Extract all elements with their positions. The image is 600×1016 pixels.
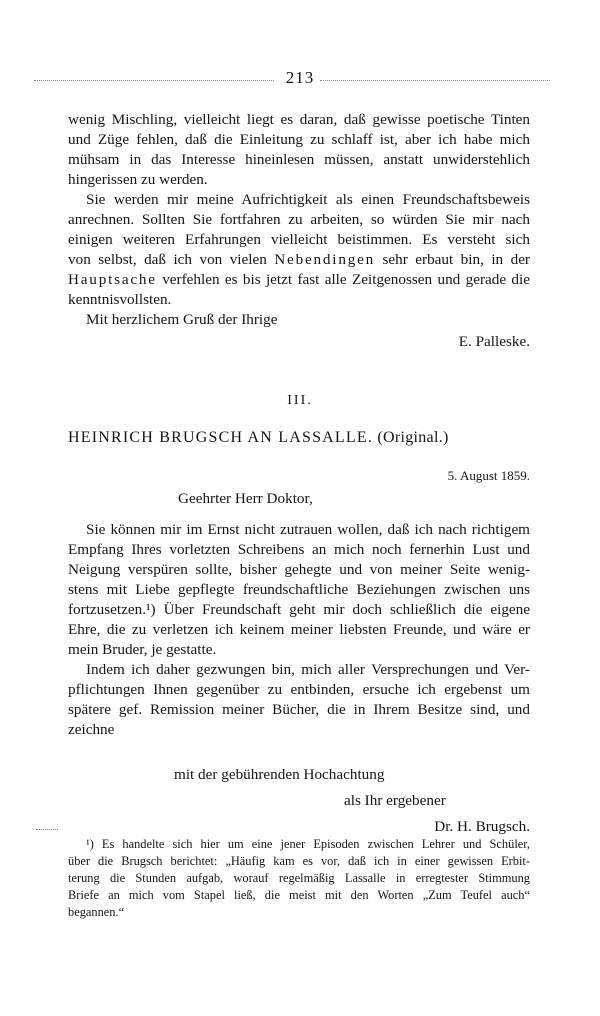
text-line: anrechnen. Sollten Sie fortfahren zu arbeiten, so würden Sie mir nach	[68, 211, 530, 228]
footnote-line: Briefe an mich vom Stapel ließ, die meist mit den Worten „Zum Teufel auch“	[68, 888, 530, 902]
header-dotted-rule-right	[320, 80, 550, 81]
section-number: III.	[287, 393, 313, 408]
text-segment: sehr erbaut bin, in der	[375, 251, 530, 268]
spaced-emphasis: Hauptsache	[68, 271, 157, 288]
signature-brugsch: Dr. H. Brugsch.	[434, 818, 530, 835]
text-segment: verfehlen es bis jetzt fast alle Zeitgenossen und gerade die	[156, 271, 530, 288]
text-line	[68, 250, 530, 270]
text-line: Empfang Ihres vorletzten Schreibens an mich noch fernerhin Lust und	[68, 541, 530, 558]
text-line: wenig Mischling, vielleicht liegt es daran, daß gewisse poetische Tinten	[68, 111, 530, 128]
footnote	[68, 836, 530, 921]
footnote-line: über die Brugsch berichtet: „Häufig kam es vor, daß ich in einer gewissen Erbit-	[68, 854, 530, 868]
footnote-rule	[36, 829, 58, 830]
closing-line: mit der gebührenden Hochachtung	[174, 766, 385, 783]
text-line: Sie können mir im Ernst nicht zutrauen wollen, daß ich nach richtigem	[86, 521, 530, 538]
header-dotted-rule-left	[34, 80, 274, 81]
text-line: Sie werden mir meine Aufrichtigkeit als einen Freundschaftsbeweis	[86, 191, 530, 208]
text-line: Neigung verspüren sollte, bisher gehegte und von meiner Seite wenig-	[68, 561, 530, 578]
text-line	[68, 270, 530, 290]
section-title-note: (Original.)	[373, 429, 449, 446]
text-line: hingerissen zu werden.	[68, 171, 208, 188]
letter-greeting: Geehrter Herr Doktor,	[178, 490, 313, 507]
brugsch-letter-body	[68, 520, 530, 740]
closing-line: als Ihr ergebener	[344, 792, 446, 809]
text-line: Ehre, die zu verletzen ich keinem meiner liebsten Freunde, und wäre er	[68, 621, 530, 638]
text-line: fortzusetzen.¹) Über Freundschaft geht mir doch schließlich die eigene	[68, 601, 530, 618]
closing-line: Mit herzlichem Gruß der Ihrige	[86, 311, 278, 328]
signature-palleske: E. Palleske.	[458, 333, 530, 350]
text-line: und Züge fehlen, daß die Einleitung zu schlaff ist, aber ich habe mich	[68, 131, 530, 148]
spaced-emphasis: Nebendingen	[274, 251, 376, 268]
text-line: mein Bruder, je gestatte.	[68, 641, 217, 658]
footnote-line: ¹) Es handelte sich hier um eine jener Episoden zwischen Lehrer und Schüler,	[86, 837, 530, 851]
text-line: Indem ich daher gezwungen bin, mich aller Versprechungen und Ver-	[86, 661, 530, 678]
text-segment: von selbst, daß ich von vielen	[68, 251, 275, 268]
text-line: spätere gef. Remission meiner Bücher, die in Ihrem Besitze sind, und	[68, 701, 530, 718]
text-line: stens mit Liebe gepflegte freundschaftliche Beziehungen zwischen uns	[68, 581, 530, 598]
section-title	[68, 429, 449, 447]
text-line: zeichne	[68, 721, 115, 738]
text-line: mühsam in das Interesse hineinlesen müssen, anstatt unwiderstehlich	[68, 151, 530, 168]
footnote-line: begannen.“	[68, 905, 125, 919]
text-line: einigen weiteren Erfahrungen vielleicht beistimmen. Es versteht sich	[68, 231, 530, 248]
palleske-letter-body	[68, 110, 530, 330]
text-line: kenntnisvollsten.	[68, 291, 172, 308]
page-number: 213	[285, 68, 315, 87]
footnote-line: terung die Stunden aufgab, worauf regelmäßig Lassalle in erregtester Stimmung	[68, 871, 530, 885]
section-title-caps: HEINRICH BRUGSCH AN LASSALLE.	[68, 429, 374, 446]
letter-date: 5. August 1859.	[447, 468, 530, 483]
text-line: pflichtungen Ihnen gegenüber zu entbinden, ersuche ich ergebenst um	[68, 681, 530, 698]
